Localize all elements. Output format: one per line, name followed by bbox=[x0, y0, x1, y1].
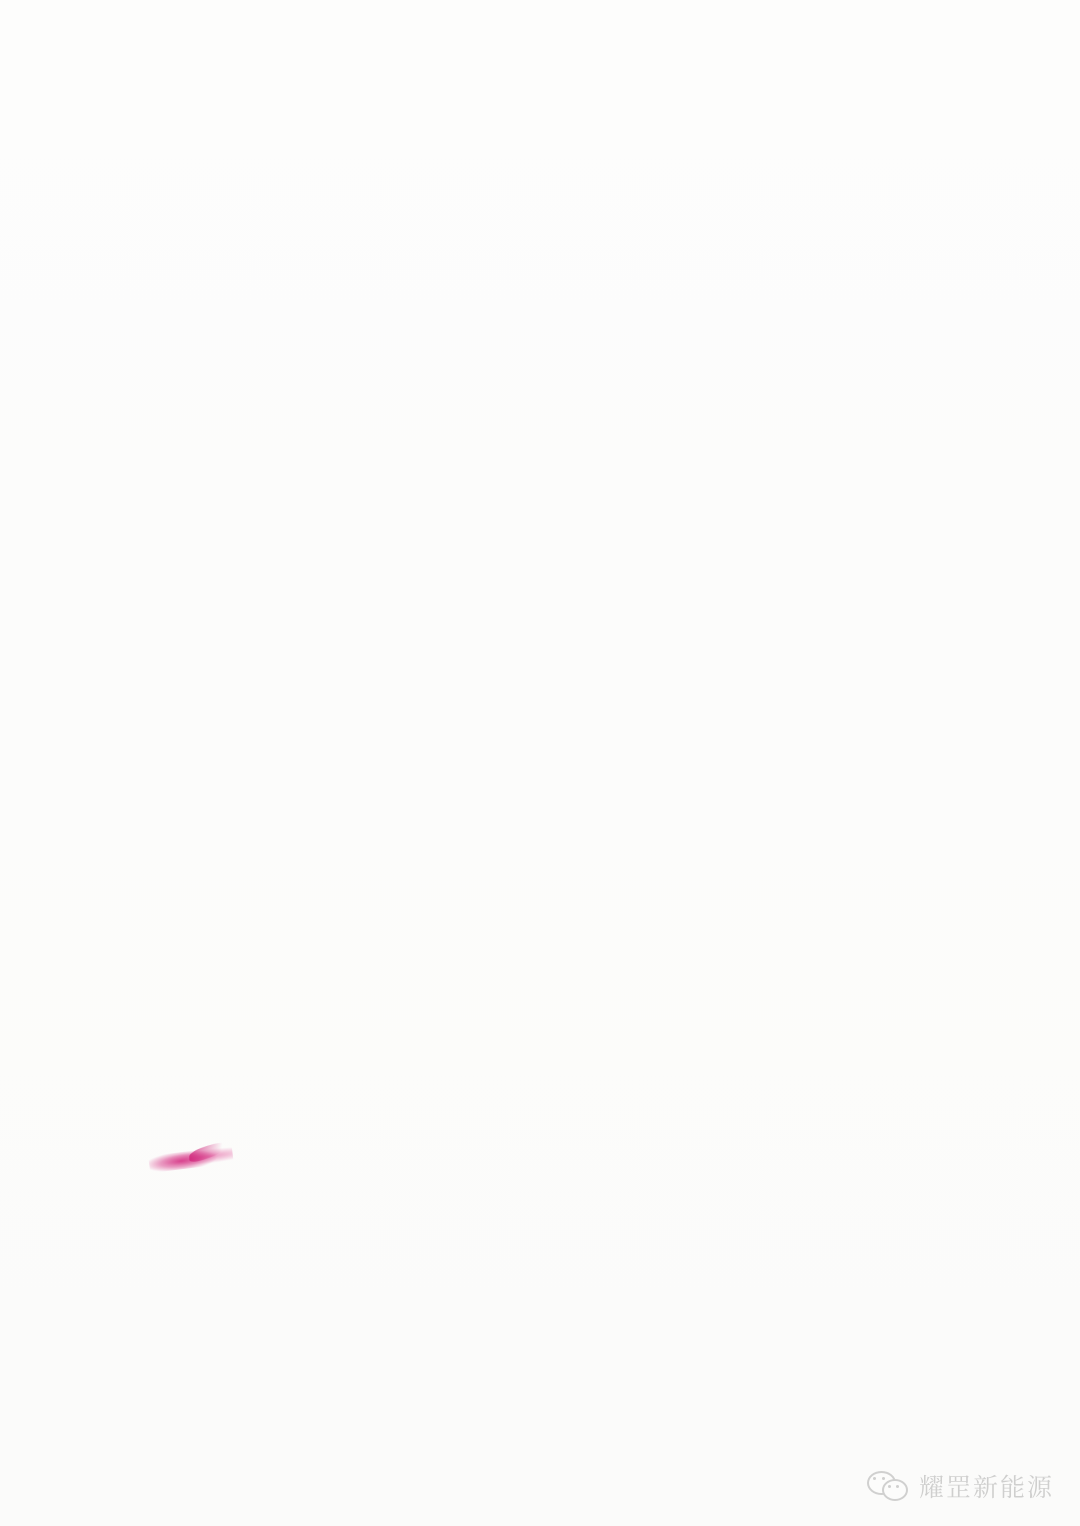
footer-brand bbox=[867, 1468, 1054, 1504]
wechat-icon bbox=[867, 1470, 909, 1502]
brand-name: 耀罡新能源 bbox=[918, 1474, 1054, 1502]
